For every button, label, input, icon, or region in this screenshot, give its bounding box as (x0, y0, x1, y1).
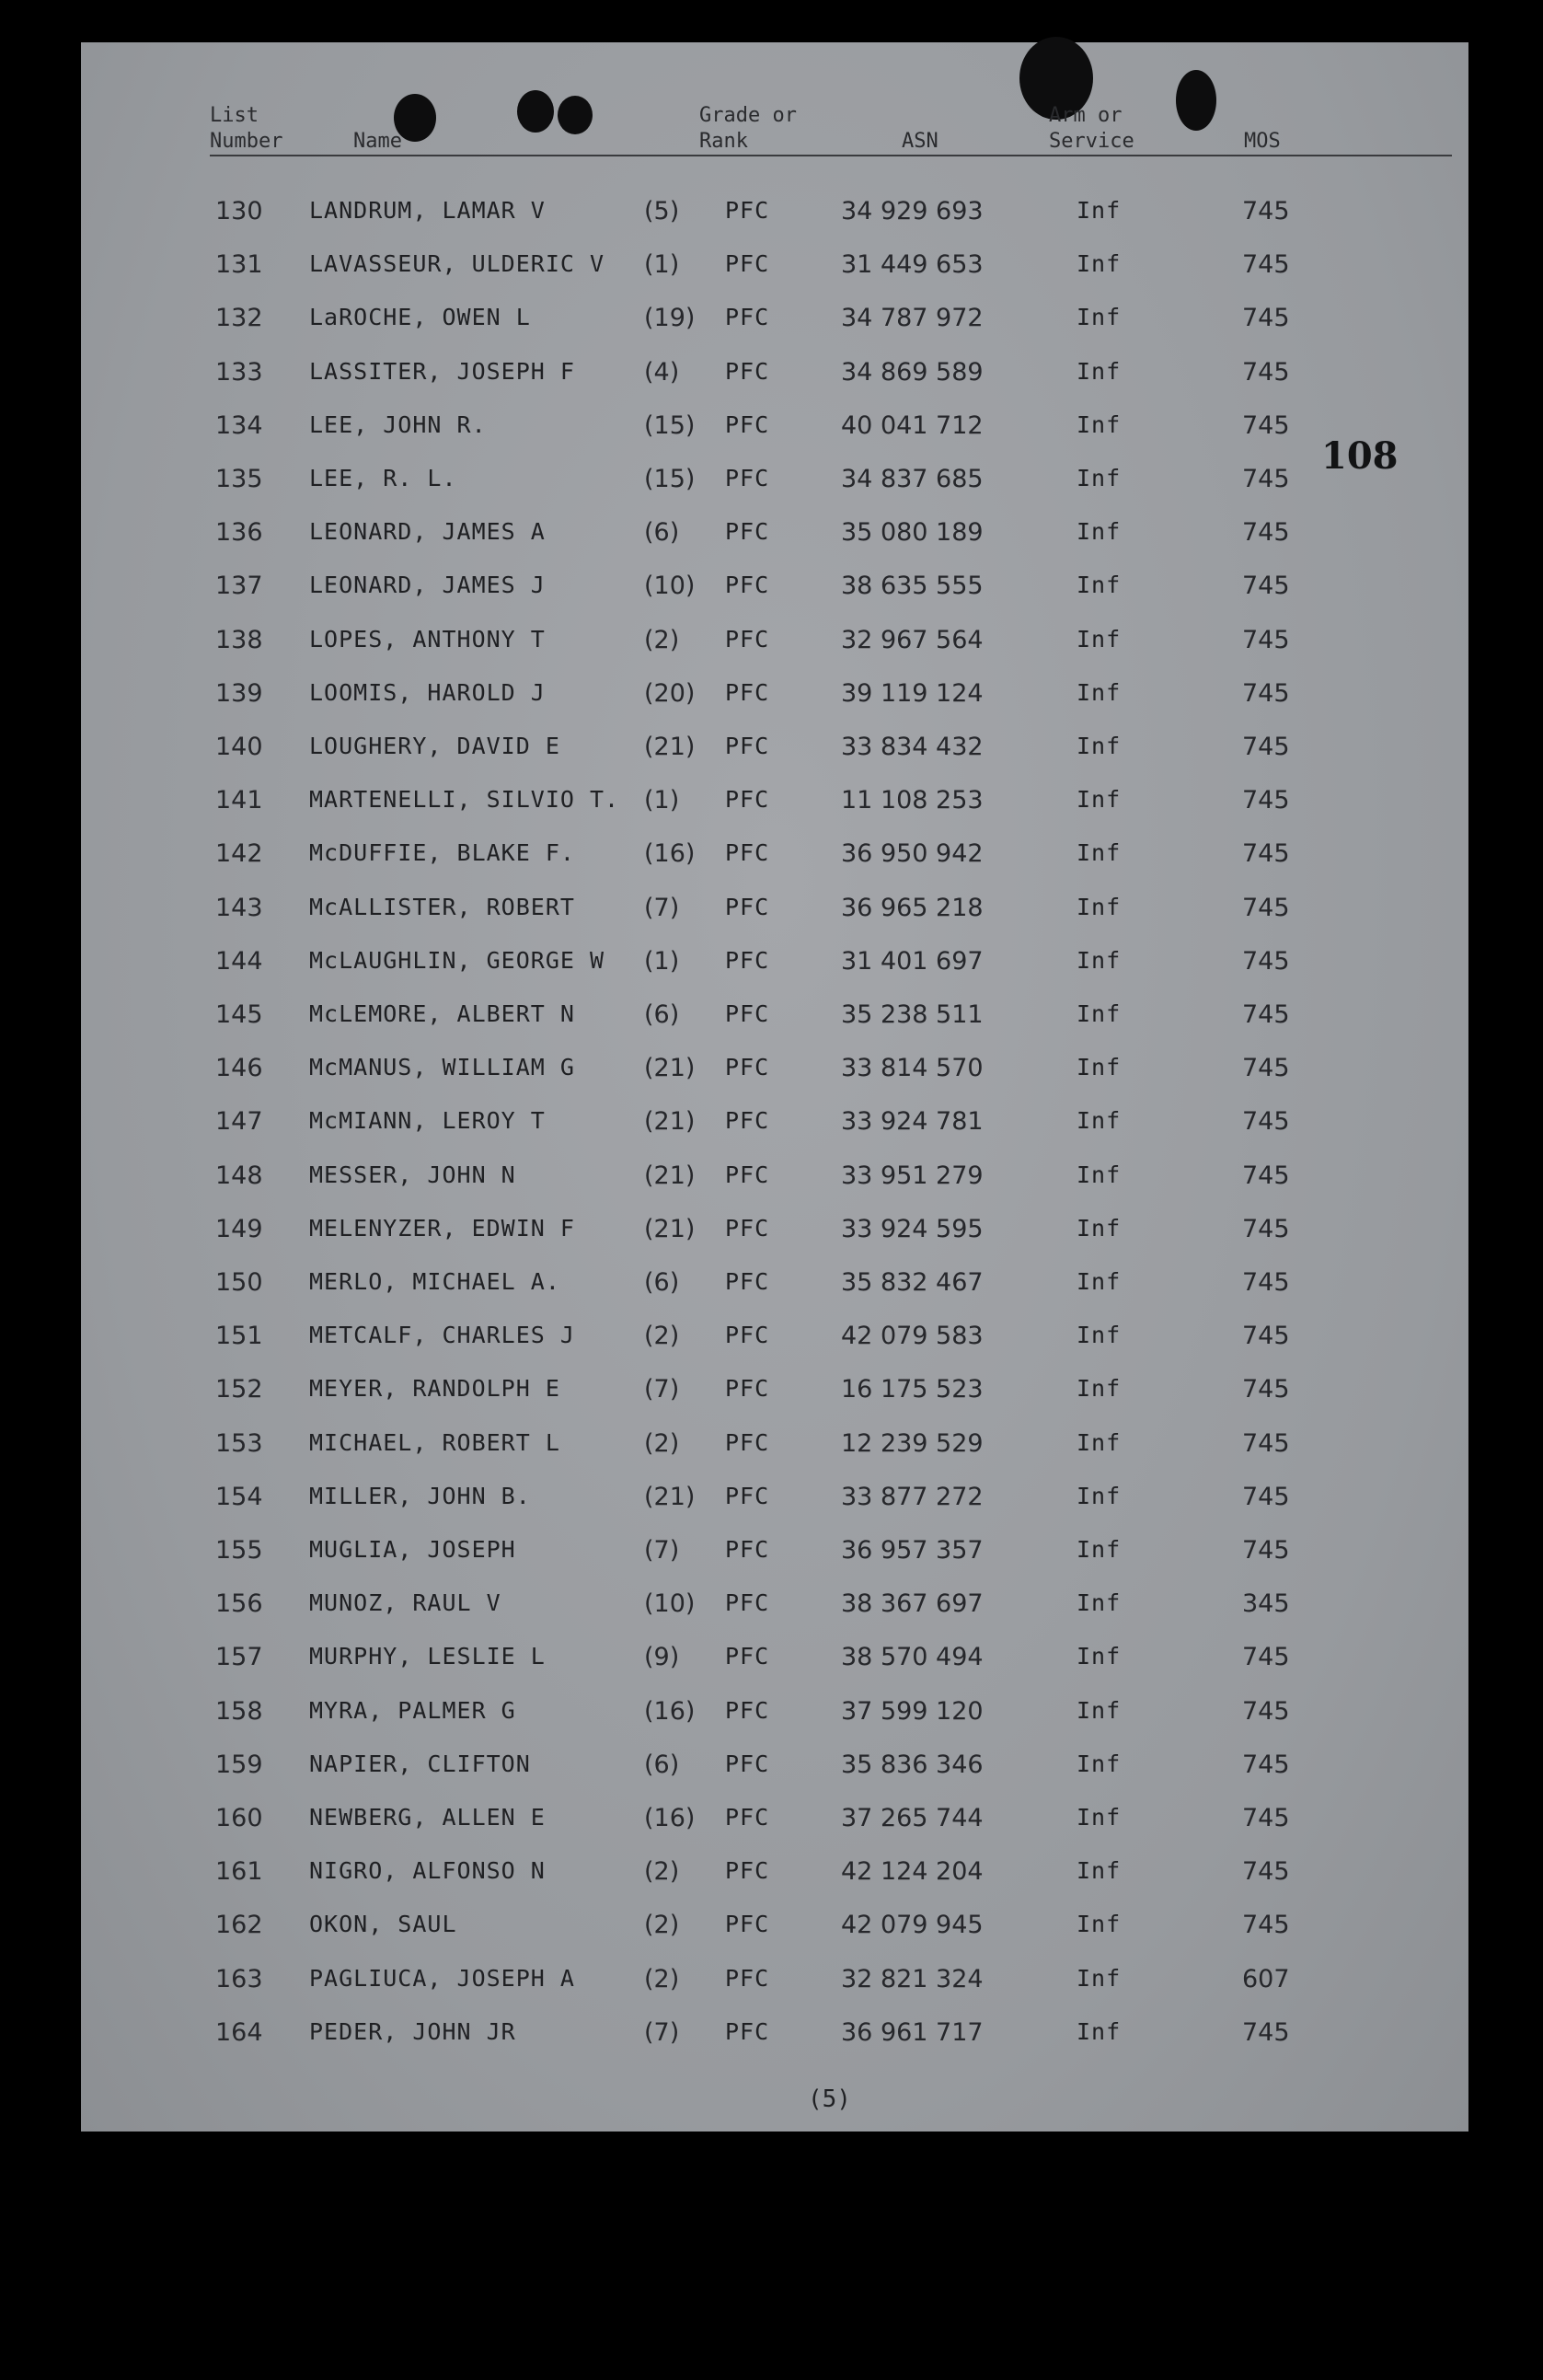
row-grade: PFC (725, 1643, 770, 1670)
row-grade: PFC (725, 1804, 770, 1831)
row-code: (2) (644, 1428, 680, 1458)
table-row (81, 568, 1468, 605)
ink-blot (1176, 70, 1216, 131)
row-name: McLEMORE, ALBERT N (309, 1000, 575, 1027)
row-mos: 745 (1242, 893, 1290, 922)
row-list-number: 136 (215, 518, 263, 548)
row-asn: 32 967 564 (841, 625, 984, 654)
row-name: MELENYZER, EDWIN F (309, 1214, 575, 1242)
row-code: (2) (644, 1322, 680, 1351)
row-grade: PFC (725, 625, 770, 653)
row-grade: PFC (725, 1000, 770, 1027)
row-asn: 33 877 272 (841, 1482, 984, 1511)
row-arm-or-service: Inf (1077, 572, 1122, 599)
row-asn: 33 924 595 (841, 1214, 984, 1243)
row-code: (16) (644, 839, 696, 869)
row-list-number: 152 (215, 1375, 263, 1404)
row-code: (4) (644, 357, 680, 387)
row-mos: 745 (1242, 1536, 1290, 1565)
row-grade: PFC (725, 572, 770, 599)
table-row (81, 300, 1468, 337)
row-arm-or-service: Inf (1077, 1536, 1122, 1563)
row-grade: PFC (725, 786, 770, 814)
row-grade: PFC (725, 678, 770, 706)
table-row (81, 354, 1468, 391)
row-code: (1) (644, 250, 680, 280)
row-name: LEONARD, JAMES J (309, 572, 546, 599)
row-list-number: 159 (215, 1750, 263, 1779)
table-row (81, 836, 1468, 872)
row-code: (16) (644, 1804, 696, 1832)
table-row (81, 1532, 1468, 1569)
row-asn: 33 951 279 (841, 1161, 984, 1190)
row-name: NAPIER, CLIFTON (309, 1750, 531, 1777)
row-name: MEYER, RANDOLPH E (309, 1375, 560, 1403)
row-asn: 36 961 717 (841, 2017, 984, 2047)
row-mos: 745 (1242, 1482, 1290, 1511)
row-code: (19) (644, 304, 696, 333)
row-asn: 34 929 693 (841, 197, 984, 225)
row-mos: 745 (1242, 1643, 1290, 1672)
row-code: (2) (644, 1911, 680, 1940)
table-row (81, 1103, 1468, 1140)
row-mos: 745 (1242, 625, 1290, 654)
row-code: (1) (644, 946, 680, 976)
row-grade: PFC (725, 839, 770, 867)
row-asn: 35 238 511 (841, 1000, 984, 1029)
row-mos: 745 (1242, 946, 1290, 976)
row-mos: 745 (1242, 2017, 1290, 2047)
row-list-number: 150 (215, 1268, 263, 1297)
row-grade: PFC (725, 1428, 770, 1456)
row-mos: 745 (1242, 733, 1290, 761)
table-row (81, 943, 1468, 980)
row-mos: 745 (1242, 1161, 1290, 1190)
row-asn: 33 834 432 (841, 733, 984, 761)
row-asn: 34 787 972 (841, 304, 984, 333)
row-asn: 38 635 555 (841, 572, 984, 601)
row-name: NIGRO, ALFONSO N (309, 1857, 546, 1885)
row-arm-or-service: Inf (1077, 410, 1122, 438)
row-code: (21) (644, 1482, 696, 1511)
row-arm-or-service: Inf (1077, 1322, 1122, 1349)
row-code: (15) (644, 410, 696, 440)
table-row (81, 1693, 1468, 1730)
row-code: (16) (644, 1696, 696, 1726)
table-row (81, 247, 1468, 283)
stamp-number: 108 (1321, 434, 1399, 478)
row-arm-or-service: Inf (1077, 1964, 1122, 1992)
row-arm-or-service: Inf (1077, 1214, 1122, 1242)
row-name: MUGLIA, JOSEPH (309, 1536, 516, 1563)
row-code: (1) (644, 786, 680, 815)
row-code: (2) (644, 1857, 680, 1887)
row-grade: PFC (725, 1911, 770, 1938)
row-list-number: 160 (215, 1804, 263, 1832)
row-code: (6) (644, 1000, 680, 1029)
row-list-number: 131 (215, 250, 263, 280)
row-mos: 745 (1242, 465, 1290, 493)
row-grade: PFC (725, 1696, 770, 1724)
table-row (81, 1586, 1468, 1623)
row-list-number: 161 (215, 1857, 263, 1887)
row-name: McDUFFIE, BLAKE F. (309, 839, 575, 867)
row-name: LEE, R. L. (309, 465, 457, 491)
row-arm-or-service: Inf (1077, 250, 1122, 278)
row-name: LEE, JOHN R. (309, 410, 487, 438)
row-mos: 745 (1242, 1428, 1290, 1458)
row-grade: PFC (725, 1322, 770, 1349)
row-code: (6) (644, 1750, 680, 1779)
row-code: (10) (644, 1589, 696, 1619)
row-grade: PFC (725, 2017, 770, 2045)
table-row (81, 2015, 1468, 2051)
table-row (81, 1371, 1468, 1408)
row-mos: 745 (1242, 1322, 1290, 1351)
row-arm-or-service: Inf (1077, 357, 1122, 385)
row-name: METCALF, CHARLES J (309, 1322, 575, 1349)
row-asn: 36 965 218 (841, 893, 984, 922)
row-arm-or-service: Inf (1077, 1482, 1122, 1509)
row-arm-or-service: Inf (1077, 1696, 1122, 1724)
row-grade: PFC (725, 250, 770, 278)
row-arm-or-service: Inf (1077, 1268, 1122, 1295)
row-code: (21) (644, 1054, 696, 1083)
row-mos: 607 (1242, 1964, 1290, 1993)
row-code: (9) (644, 1643, 680, 1672)
row-list-number: 138 (215, 625, 263, 654)
row-arm-or-service: Inf (1077, 786, 1122, 814)
row-asn: 40 041 712 (841, 410, 984, 440)
row-arm-or-service: Inf (1077, 1804, 1122, 1831)
row-list-number: 153 (215, 1428, 263, 1458)
document-page (81, 42, 1468, 2132)
row-list-number: 137 (215, 572, 263, 601)
row-mos: 745 (1242, 1268, 1290, 1297)
row-mos: 745 (1242, 1857, 1290, 1887)
row-arm-or-service: Inf (1077, 1643, 1122, 1670)
row-code: (7) (644, 1536, 680, 1565)
row-asn: 42 079 583 (841, 1322, 984, 1351)
row-asn: 12 239 529 (841, 1428, 984, 1458)
table-row (81, 408, 1468, 445)
row-name: PEDER, JOHN JR (309, 2017, 516, 2045)
table-row (81, 997, 1468, 1034)
row-name: LEONARD, JAMES A (309, 518, 546, 546)
row-list-number: 162 (215, 1911, 263, 1940)
table-row (81, 1854, 1468, 1890)
table-row (81, 1050, 1468, 1087)
row-arm-or-service: Inf (1077, 733, 1122, 759)
table-row (81, 622, 1468, 659)
row-list-number: 157 (215, 1643, 263, 1672)
row-arm-or-service: Inf (1077, 678, 1122, 706)
row-asn: 32 821 324 (841, 1964, 984, 1993)
row-asn: 42 079 945 (841, 1911, 984, 1940)
header-asn: ASN (902, 130, 938, 153)
row-arm-or-service: Inf (1077, 2017, 1122, 2045)
row-arm-or-service: Inf (1077, 893, 1122, 920)
table-row (81, 1479, 1468, 1516)
row-list-number: 156 (215, 1589, 263, 1619)
row-asn: 35 080 189 (841, 518, 984, 548)
row-name: McALLISTER, ROBERT (309, 893, 575, 920)
row-list-number: 151 (215, 1322, 263, 1351)
header-mos: MOS (1244, 130, 1281, 153)
row-mos: 745 (1242, 197, 1290, 225)
row-arm-or-service: Inf (1077, 1000, 1122, 1027)
row-arm-or-service: Inf (1077, 1428, 1122, 1456)
row-arm-or-service: Inf (1077, 465, 1122, 491)
table-row (81, 461, 1468, 498)
row-mos: 745 (1242, 1214, 1290, 1243)
row-asn: 16 175 523 (841, 1375, 984, 1404)
header-grade-or-rank: Grade or Rank (699, 104, 797, 153)
table-row (81, 1426, 1468, 1462)
row-grade: PFC (725, 733, 770, 759)
row-arm-or-service: Inf (1077, 1750, 1122, 1777)
row-code: (2) (644, 625, 680, 654)
row-mos: 745 (1242, 357, 1290, 387)
row-asn: 31 401 697 (841, 946, 984, 976)
row-arm-or-service: Inf (1077, 1857, 1122, 1885)
row-name: LAVASSEUR, ULDERIC V (309, 250, 605, 278)
row-list-number: 154 (215, 1482, 263, 1511)
row-grade: PFC (725, 1375, 770, 1403)
header-list-number: List Number (210, 104, 283, 153)
row-arm-or-service: Inf (1077, 304, 1122, 331)
row-name: MURPHY, LESLIE L (309, 1643, 546, 1670)
row-name: MERLO, MICHAEL A. (309, 1268, 560, 1295)
header-underline (210, 155, 1452, 156)
row-code: (15) (644, 465, 696, 493)
ink-blot (517, 90, 554, 133)
row-grade: PFC (725, 1750, 770, 1777)
row-code: (21) (644, 733, 696, 761)
row-list-number: 134 (215, 410, 263, 440)
row-arm-or-service: Inf (1077, 197, 1122, 224)
row-list-number: 140 (215, 733, 263, 761)
table-row (81, 1961, 1468, 1998)
row-mos: 745 (1242, 250, 1290, 280)
row-list-number: 144 (215, 946, 263, 976)
row-grade: PFC (725, 1589, 770, 1617)
row-name: LOPES, ANTHONY T (309, 625, 546, 653)
row-list-number: 148 (215, 1161, 263, 1190)
table-row (81, 1158, 1468, 1195)
row-list-number: 142 (215, 839, 263, 869)
table-row (81, 1747, 1468, 1784)
row-mos: 745 (1242, 1375, 1290, 1404)
row-name: MICHAEL, ROBERT L (309, 1428, 560, 1456)
row-arm-or-service: Inf (1077, 625, 1122, 653)
row-list-number: 133 (215, 357, 263, 387)
row-list-number: 143 (215, 893, 263, 922)
row-grade: PFC (725, 1054, 770, 1081)
row-name: MUNOZ, RAUL V (309, 1589, 501, 1617)
row-name: McLAUGHLIN, GEORGE W (309, 946, 605, 974)
row-grade: PFC (725, 1482, 770, 1509)
row-mos: 745 (1242, 1750, 1290, 1779)
table-row (81, 1265, 1468, 1301)
row-asn: 11 108 253 (841, 786, 984, 815)
row-list-number: 155 (215, 1536, 263, 1565)
row-mos: 745 (1242, 572, 1290, 601)
row-name: MESSER, JOHN N (309, 1161, 516, 1188)
ink-blot (558, 96, 593, 134)
row-code: (2) (644, 1964, 680, 1993)
row-arm-or-service: Inf (1077, 518, 1122, 546)
row-grade: PFC (725, 518, 770, 546)
row-name: LOOMIS, HAROLD J (309, 678, 546, 706)
row-name: MARTENELLI, SILVIO T. (309, 786, 620, 814)
row-mos: 745 (1242, 410, 1290, 440)
row-list-number: 158 (215, 1696, 263, 1726)
table-row (81, 729, 1468, 766)
row-code: (6) (644, 1268, 680, 1297)
row-mos: 745 (1242, 1696, 1290, 1726)
row-code: (21) (644, 1161, 696, 1190)
row-grade: PFC (725, 1268, 770, 1295)
row-asn: 42 124 204 (841, 1857, 984, 1887)
row-name: McMANUS, WILLIAM G (309, 1054, 575, 1081)
row-name: MYRA, PALMER G (309, 1696, 516, 1724)
row-arm-or-service: Inf (1077, 1911, 1122, 1938)
row-asn: 36 957 357 (841, 1536, 984, 1565)
row-arm-or-service: Inf (1077, 946, 1122, 974)
row-arm-or-service: Inf (1077, 1375, 1122, 1403)
row-asn: 33 924 781 (841, 1107, 984, 1137)
row-grade: PFC (725, 1964, 770, 1992)
row-list-number: 146 (215, 1054, 263, 1083)
row-grade: PFC (725, 1107, 770, 1135)
row-asn: 35 832 467 (841, 1268, 984, 1297)
row-list-number: 135 (215, 465, 263, 493)
table-row (81, 782, 1468, 819)
row-grade: PFC (725, 1536, 770, 1563)
header-arm-or-service: Arm or Service (1049, 104, 1134, 153)
row-asn: 37 599 120 (841, 1696, 984, 1726)
row-grade: PFC (725, 1857, 770, 1885)
row-arm-or-service: Inf (1077, 1161, 1122, 1188)
row-code: (21) (644, 1107, 696, 1137)
row-list-number: 145 (215, 1000, 263, 1029)
row-list-number: 130 (215, 197, 263, 225)
row-arm-or-service: Inf (1077, 839, 1122, 867)
table-row (81, 514, 1468, 551)
row-code: (21) (644, 1214, 696, 1243)
row-name: LANDRUM, LAMAR V (309, 197, 546, 224)
row-grade: PFC (725, 465, 770, 491)
row-mos: 745 (1242, 304, 1290, 333)
row-grade: PFC (725, 1214, 770, 1242)
row-code: (7) (644, 893, 680, 922)
row-asn: 38 367 697 (841, 1589, 984, 1619)
row-name: OKON, SAUL (309, 1911, 457, 1938)
row-name: PAGLIUCA, JOSEPH A (309, 1964, 575, 1992)
row-grade: PFC (725, 357, 770, 385)
row-name: LaROCHE, OWEN L (309, 304, 531, 331)
row-mos: 745 (1242, 1054, 1290, 1083)
row-name: LASSITER, JOSEPH F (309, 357, 575, 385)
row-mos: 745 (1242, 518, 1290, 548)
row-asn: 35 836 346 (841, 1750, 984, 1779)
row-name: NEWBERG, ALLEN E (309, 1804, 546, 1831)
row-mos: 345 (1242, 1589, 1290, 1619)
row-asn: 37 265 744 (841, 1804, 984, 1832)
table-row (81, 1318, 1468, 1355)
table-row (81, 1211, 1468, 1248)
table-row (81, 890, 1468, 927)
page-number: (5) (808, 2085, 851, 2113)
row-list-number: 132 (215, 304, 263, 333)
row-list-number: 149 (215, 1214, 263, 1243)
row-list-number: 164 (215, 2017, 263, 2047)
row-mos: 745 (1242, 1911, 1290, 1940)
row-arm-or-service: Inf (1077, 1107, 1122, 1135)
row-name: McMIANN, LEROY T (309, 1107, 546, 1135)
row-code: (10) (644, 572, 696, 601)
row-mos: 745 (1242, 1000, 1290, 1029)
row-code: (20) (644, 678, 696, 708)
row-grade: PFC (725, 946, 770, 974)
row-asn: 38 570 494 (841, 1643, 984, 1672)
row-mos: 745 (1242, 839, 1290, 869)
row-asn: 33 814 570 (841, 1054, 984, 1083)
row-code: (7) (644, 2017, 680, 2047)
table-row (81, 1639, 1468, 1676)
row-asn: 34 837 685 (841, 465, 984, 493)
header-name: Name (353, 130, 402, 153)
row-list-number: 147 (215, 1107, 263, 1137)
row-asn: 31 449 653 (841, 250, 984, 280)
row-list-number: 163 (215, 1964, 263, 1993)
row-name: MILLER, JOHN B. (309, 1482, 531, 1509)
row-name: LOUGHERY, DAVID E (309, 733, 560, 759)
row-arm-or-service: Inf (1077, 1589, 1122, 1617)
table-row (81, 1800, 1468, 1837)
row-asn: 36 950 942 (841, 839, 984, 869)
row-mos: 745 (1242, 1804, 1290, 1832)
row-list-number: 141 (215, 786, 263, 815)
row-code: (6) (644, 518, 680, 548)
row-asn: 39 119 124 (841, 678, 984, 708)
row-grade: PFC (725, 304, 770, 331)
table-row (81, 676, 1468, 712)
row-mos: 745 (1242, 786, 1290, 815)
row-list-number: 139 (215, 678, 263, 708)
row-mos: 745 (1242, 678, 1290, 708)
row-grade: PFC (725, 1161, 770, 1188)
row-grade: PFC (725, 410, 770, 438)
row-asn: 34 869 589 (841, 357, 984, 387)
row-mos: 745 (1242, 1107, 1290, 1137)
row-code: (7) (644, 1375, 680, 1404)
row-arm-or-service: Inf (1077, 1054, 1122, 1081)
row-code: (5) (644, 197, 680, 225)
row-grade: PFC (725, 893, 770, 920)
table-row (81, 1907, 1468, 1944)
table-row (81, 193, 1468, 230)
row-grade: PFC (725, 197, 770, 224)
